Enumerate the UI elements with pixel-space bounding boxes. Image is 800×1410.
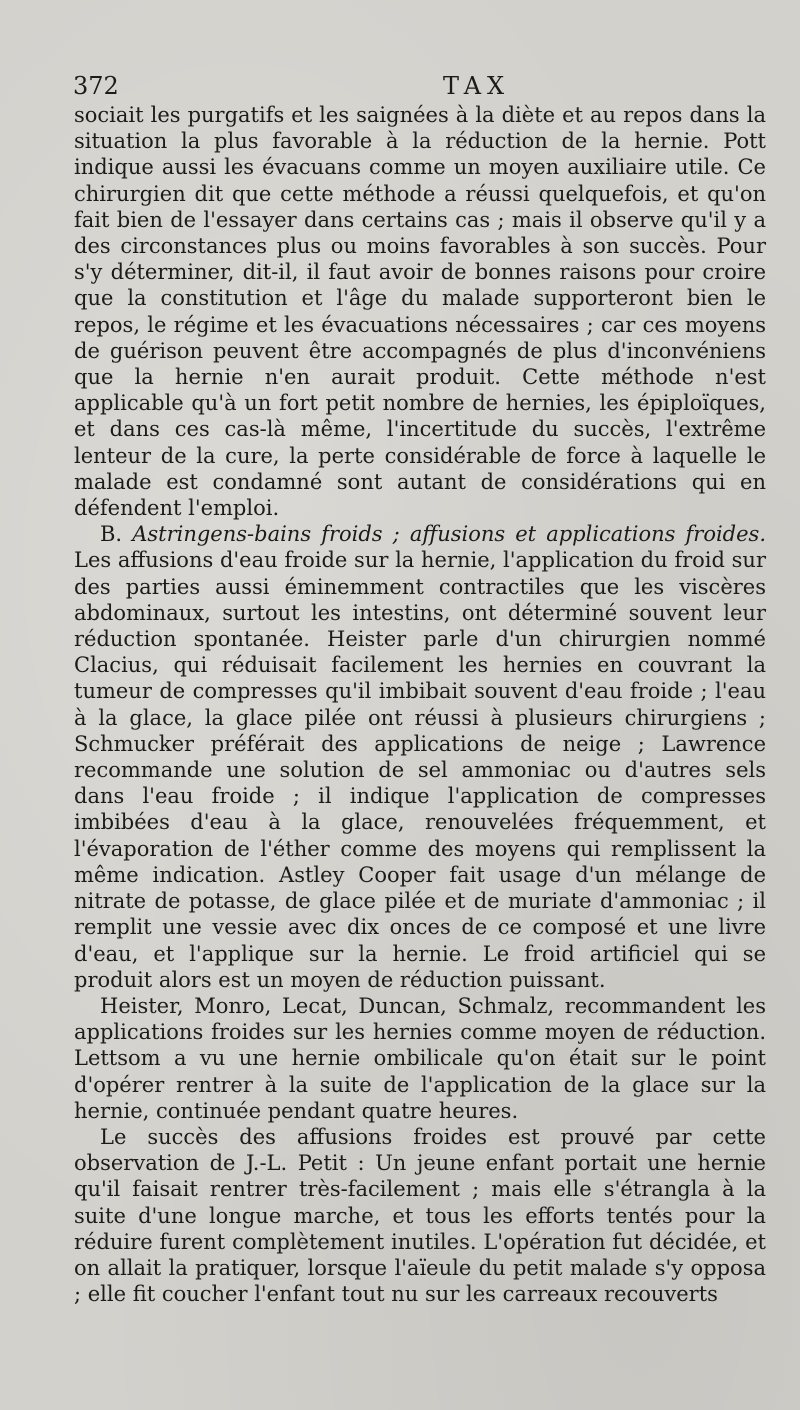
page-number: 372	[73, 72, 119, 100]
section-b	[74, 521, 766, 993]
paragraph-petit: Le succès des affusions froides est prouvé par cette observation de J.-L. Petit : Un jeune enfant portait une hernie qu'il faisait rentrer très-facilement ; mais elle s'étrangla à la suite d'une longue marche, et tous les efforts tentés pour la réduire furent complètement inutiles. L'opération fut décidée, et on allait la pratiquer, lorsque l'aïeule du petit malade s'y opposa ; elle fit coucher l'enfant tout nu sur les carreaux recouverts	[74, 1124, 766, 1307]
section-title: Astringens-bains froids ; affusions et applications froides.	[132, 522, 766, 547]
paragraph-continued: sociait les purgatifs et les saignées à la diète et au repos dans la situation la plus favorable à la réduction de la hernie. Pott indique aussi les évacuans comme un moyen auxiliaire utile. Ce chirurgien dit que cette méthode a réussi quelquefois, et qu'on fait bien de l'essayer dans certains cas ; mais il observe qu'il y a des circonstances plus ou moins favorables à son succès. Pour s'y déterminer, dit-il, il faut avoir de bonnes raisons pour croire que la constitution et l'âge du malade supporteront bien le repos, le régime et les évacuations nécessaires ; car ces moyens de guérison peuvent être accompagnés de plus d'inconvéniens que la hernie n'en aurait produit. Cette méthode n'est applicable qu'à un fort petit nombre de hernies, les épiploïques, et dans ces cas-là même, l'incertitude du succès, l'extrême lenteur de la cure, la perte considérable de force à laquelle le malade est condamné sont autant de considérations qui en défendent l'emploi.	[74, 103, 766, 521]
section-b-text: Les affusions d'eau froide sur la hernie, l'application du froid sur des parties aussi éminemment contractiles que les viscères abdominaux, surtout les intestins, ont déterminé souvent leur réduction spontanée. Heister parle d'un chirurgien nommé Clacius, qui réduisait facilement les hernies en couvrant la tumeur de compresses qu'il imbibait souvent d'eau froide ; l'eau à la glace, la glace pilée ont réussi à plusieurs chirurgiens ; Schmucker préférait des applications de neige ; Lawrence recommande une solution de sel ammoniac ou d'autres sels dans l'eau froide ; il indique l'application de compresses imbibées d'eau à la glace, renouvelées fréquemment, et l'évaporation de l'éther comme des moyens qui remplissent la même indication. Astley Cooper fait usage d'un mélange de nitrate de potasse, de glace pilée et de muriate d'ammoniac ; il remplit une vessie avec dix onces de ce composé et une livre d'eau, et l'applique sur la hernie. Le froid artificiel qui se produit alors est un moyen de réduction puissant.	[74, 548, 766, 992]
paragraph-heister: Heister, Monro, Lecat, Duncan, Schmalz, recommandent les applications froides sur les hernies comme moyen de réduction. Lettsom a vu une hernie ombilicale qu'on était sur le point d'opérer rentrer à la suite de l'application de la glace sur la hernie, continuée pendant quatre heures.	[74, 993, 766, 1123]
running-head: TAX	[443, 72, 511, 100]
page-header	[73, 72, 753, 102]
section-letter: B.	[100, 522, 123, 547]
body-text	[74, 102, 766, 1307]
